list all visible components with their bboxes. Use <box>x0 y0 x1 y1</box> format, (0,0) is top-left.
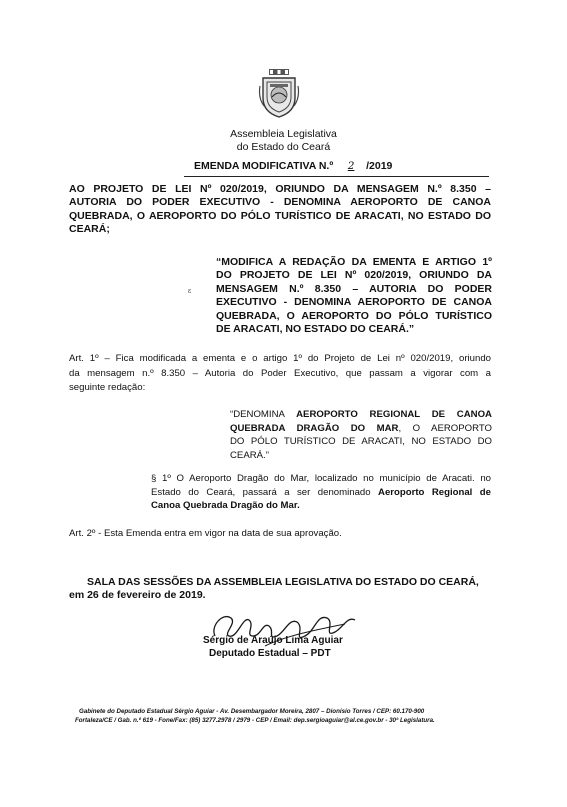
new-wording-bold: AEROPORTO REGIONAL DE CANOA <box>296 409 492 420</box>
closing-line2: em 26 de fevereiro de 2019. <box>69 589 206 602</box>
summary-line: “MODIFICA A REDAÇÃO DA EMENTA E ARTIGO 1º <box>216 256 492 268</box>
institution-name <box>0 128 567 154</box>
summary-quote <box>216 256 492 336</box>
title-number: 2 <box>347 160 355 172</box>
summary-line: EXECUTIVO - DENOMINA AEROPORTO DE CANOA <box>216 296 492 309</box>
summary-line: QUEBRADA, O AEROPORTO DO PÓLO TURÍSTICO <box>216 309 492 322</box>
signatory-role: Deputado Estadual – PDT <box>209 648 331 659</box>
new-wording-line <box>230 422 492 436</box>
intro-line: QUEBRADA, O AEROPORTO DO PÓLO TURÍSTICO DE ARACATI, NO ESTADO DO <box>69 209 491 222</box>
document-title <box>184 160 489 172</box>
footer-line2: Fortaleza/CE / Gab. n.º 619 - Fone/Fax: (85) 3277.2978 / 2979 - CEP / Email: dep.sergioaguiar@al.ce.gov.br - 30ª Legislatura. <box>75 716 435 724</box>
intro-line: CEARÁ; <box>69 223 110 236</box>
footer <box>75 708 487 725</box>
paragraph-1-line: Canoa Quebrada Dragão do Mar. <box>151 500 300 511</box>
new-wording-line <box>230 408 492 422</box>
article-1 <box>69 352 491 396</box>
title-suffix: /2019 <box>366 160 393 172</box>
article-2: Art. 2º - Esta Emenda entra em vigor na data de sua aprovação. <box>69 528 342 539</box>
paragraph-1-line <box>151 486 491 500</box>
intro-paragraph <box>69 183 491 237</box>
title-prefix: EMENDA MODIFICATIVA N.º <box>194 160 334 172</box>
institution-line1: Assembleia Legislativa <box>230 128 337 140</box>
footer-line1: Gabinete do Deputado Estadual Sérgio Aguiar - Av. Desembargador Moreira, 2807 – Dionísio Torres / CEP: 60.170-900 <box>79 708 425 715</box>
summary-line: MENSAGEM N.º 8.350 – AUTORIA DO PODER <box>216 282 492 295</box>
new-wording-line: CEARÁ.” <box>230 449 269 461</box>
signatory-name: Sérgio de Araújo Lima Aguiar <box>203 635 343 646</box>
stray-mark: ɛ <box>188 288 192 295</box>
paragraph-1-line: § 1º O Aeroporto Dragão do Mar, localizado no município de Aracati. no <box>151 473 491 484</box>
closing-line1: SALA DAS SESSÕES DA ASSEMBLEIA LEGISLATIVA DO ESTADO DO CEARÁ, <box>87 576 479 588</box>
paragraph-1 <box>151 472 491 513</box>
new-wording-open: “DENOMINA <box>230 409 297 420</box>
institution-line2: do Estado do Ceará <box>236 141 331 153</box>
article-1-line: da mensagem n.º 8.350 – Autoria do Poder Executivo, que passam a vigorar com a <box>69 367 491 379</box>
new-wording-bold: QUEBRADA DRAGÃO DO MAR <box>230 422 399 434</box>
signatory <box>203 634 343 660</box>
article-1-line: Art. 1º – Fica modificada a ementa e o artigo 1º do Projeto de Lei nº 020/2019, oriundo <box>69 353 491 364</box>
new-wording-quote <box>230 408 492 462</box>
new-wording-rest: , O AEROPORTO <box>398 422 492 434</box>
paragraph-1-plain: Estado do Ceará, passará a ser denominado <box>151 486 379 498</box>
summary-line: DE ARACATI, NO ESTADO DO CEARÁ.” <box>216 323 415 336</box>
intro-line: AO PROJETO DE LEI Nº 020/2019, ORIUNDO DA MENSAGEM N.º 8.350 – <box>69 183 491 195</box>
summary-line: DO PROJETO DE LEI Nº 020/2019, ORIUNDO DA <box>216 269 492 282</box>
intro-line: AUTORIA DO PODER EXECUTIVO - DENOMINA AEROPORTO DE CANOA <box>69 196 491 209</box>
ceara-coat-of-arms-seal <box>258 68 300 118</box>
article-1-line: seguinte redação: <box>69 382 146 393</box>
title-underline <box>184 176 489 177</box>
paragraph-1-bold: Aeroporto Regional de <box>378 486 491 498</box>
closing <box>69 576 491 603</box>
new-wording-line: DO PÓLO TURÍSTICO DE ARACATI, NO ESTADO DO <box>230 436 492 447</box>
